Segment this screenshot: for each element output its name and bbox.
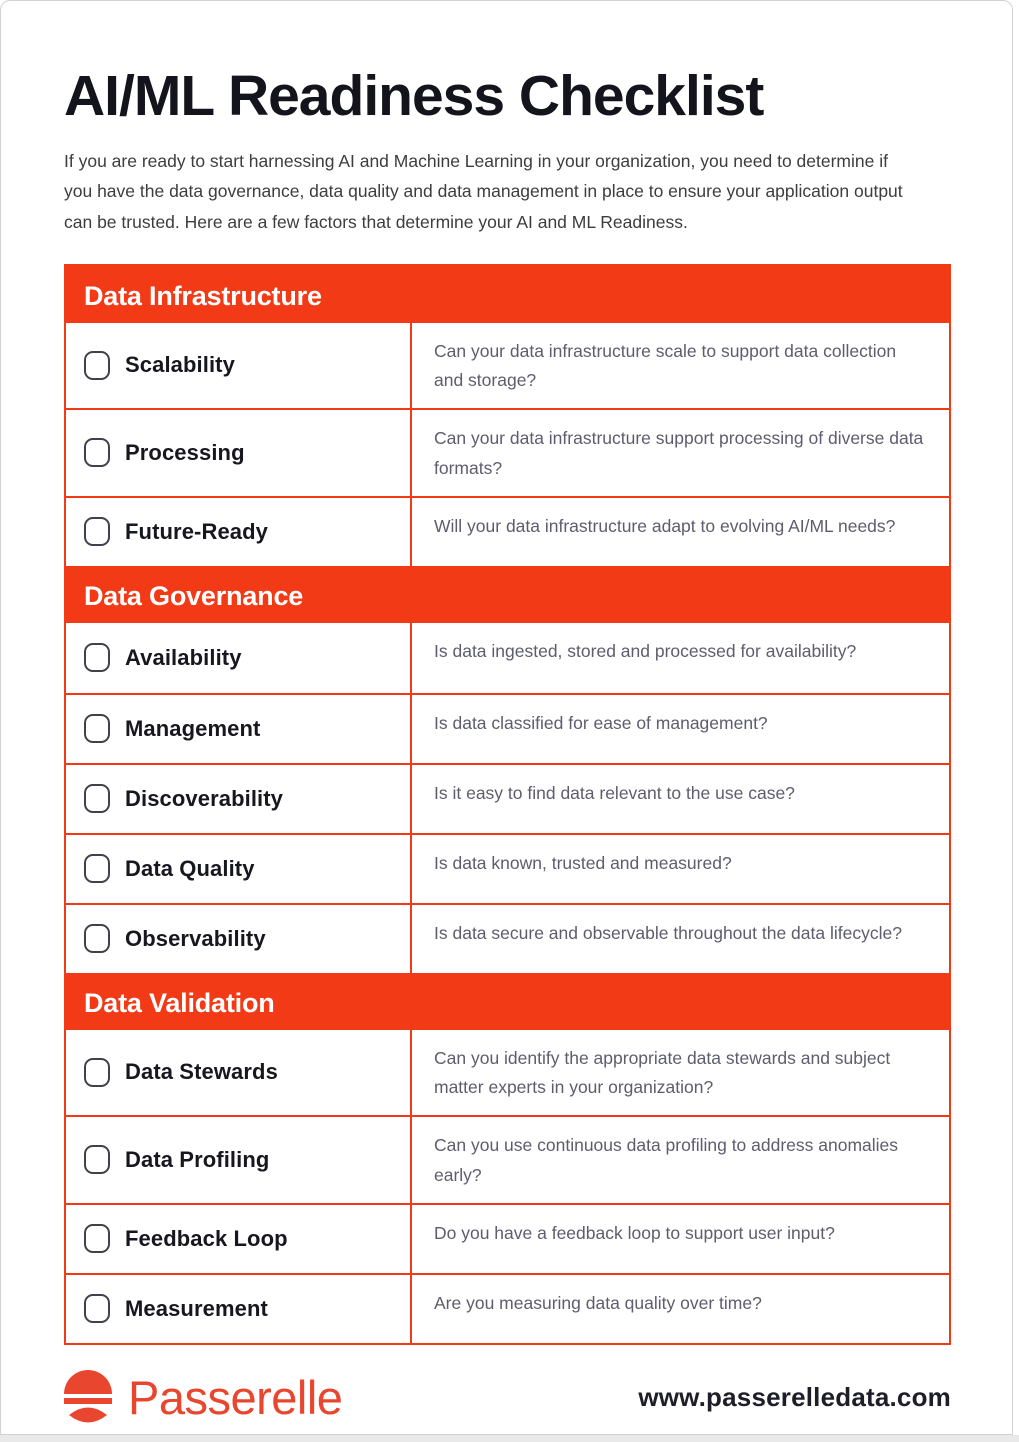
checklist-row-scalability [66,323,949,409]
checkbox-future-ready[interactable] [84,517,110,546]
item-label: Scalability [125,352,235,378]
section-header-data-infrastructure: Data Infrastructure [66,266,949,323]
item-question: Can your data infrastructure support processing of diverse data formats? [434,428,924,478]
section-header-data-governance: Data Governance [66,566,949,623]
item-cell [66,1275,412,1343]
item-cell [66,410,412,496]
checklist-row-observability [66,903,949,973]
checklist-row-data-stewards [66,1030,949,1116]
checklist-row-management [66,693,949,763]
item-question: Is data known, trusted and measured? [434,852,732,873]
checkbox-observability[interactable] [84,924,110,953]
item-question: Will your data infrastructure adapt to evolving AI/ML needs? [434,515,896,536]
checkbox-data-quality[interactable] [84,854,110,883]
item-label: Discoverability [125,785,284,811]
checkbox-measurement[interactable] [84,1294,110,1323]
checkbox-processing[interactable] [84,438,110,467]
passerelle-sunrise-icon [64,1370,112,1424]
checkbox-availability[interactable] [84,643,110,672]
checklist-table [64,264,951,1345]
item-question: Is data ingested, stored and processed for availability? [434,640,857,661]
item-question: Is data classified for ease of management? [434,712,768,733]
item-label: Measurement [125,1295,268,1321]
item-cell [66,323,412,409]
checkbox-feedback-loop[interactable] [84,1224,110,1253]
checklist-row-processing [66,408,949,496]
item-cell [66,905,412,973]
page-title: AI/ML Readiness Checklist [64,64,764,128]
item-question: Can your data infrastructure scale to support data collection and storage? [434,340,897,391]
item-label: Future-Ready [125,518,268,544]
brand-logo [64,1370,342,1425]
checklist-row-data-profiling [66,1115,949,1203]
website-url: www.passerelledata.com [638,1381,951,1412]
brand-wordmark: Passerelle [128,1370,343,1424]
item-label: Availability [125,644,242,670]
checkbox-data-stewards[interactable] [84,1058,110,1087]
item-question: Can you use continuous data profiling to address anomalies early? [434,1135,899,1185]
checkbox-discoverability[interactable] [84,784,110,813]
item-question: Is it easy to find data relevant to the use case? [434,782,795,803]
footer [64,1370,951,1425]
item-cell [66,498,412,566]
checklist-row-discoverability [66,763,949,833]
section-header-data-validation: Data Validation [66,973,949,1030]
item-question: Can you identify the appropriate data stewards and subject matter experts in your organization? [434,1047,891,1098]
item-question: Is data secure and observable throughout the data lifecycle? [434,922,902,943]
item-label: Data Profiling [125,1146,270,1172]
checklist-row-future-ready [66,496,949,566]
item-label: Feedback Loop [125,1225,288,1251]
item-cell [66,695,412,763]
page-edge [0,1435,1019,1442]
checkbox-data-profiling[interactable] [84,1145,110,1174]
item-label: Observability [125,925,266,951]
item-cell [66,765,412,833]
item-cell [66,835,412,903]
checklist-row-data-quality [66,833,949,903]
checkbox-scalability[interactable] [84,351,110,380]
item-question: Do you have a feedback loop to support user input? [434,1222,835,1243]
item-label: Data Stewards [125,1059,278,1085]
item-cell [66,1205,412,1273]
item-label: Management [125,715,261,741]
item-label: Data Quality [125,855,255,881]
item-label: Processing [125,439,245,465]
intro-paragraph: If you are ready to start harnessing AI and Machine Learning in your organization, you need to determine if you have the data governance, data quality and data management in place to ensure your application output can be trusted. Here are a few factors that determine your AI and ML Readiness. [64,150,903,233]
checklist-row-measurement [66,1273,949,1343]
checkbox-management[interactable] [84,714,110,743]
item-cell [66,1117,412,1203]
item-cell [66,623,412,693]
item-cell [66,1030,412,1116]
item-question: Are you measuring data quality over time? [434,1292,762,1313]
checklist-row-availability [66,623,949,693]
checklist-row-feedback-loop [66,1203,949,1273]
